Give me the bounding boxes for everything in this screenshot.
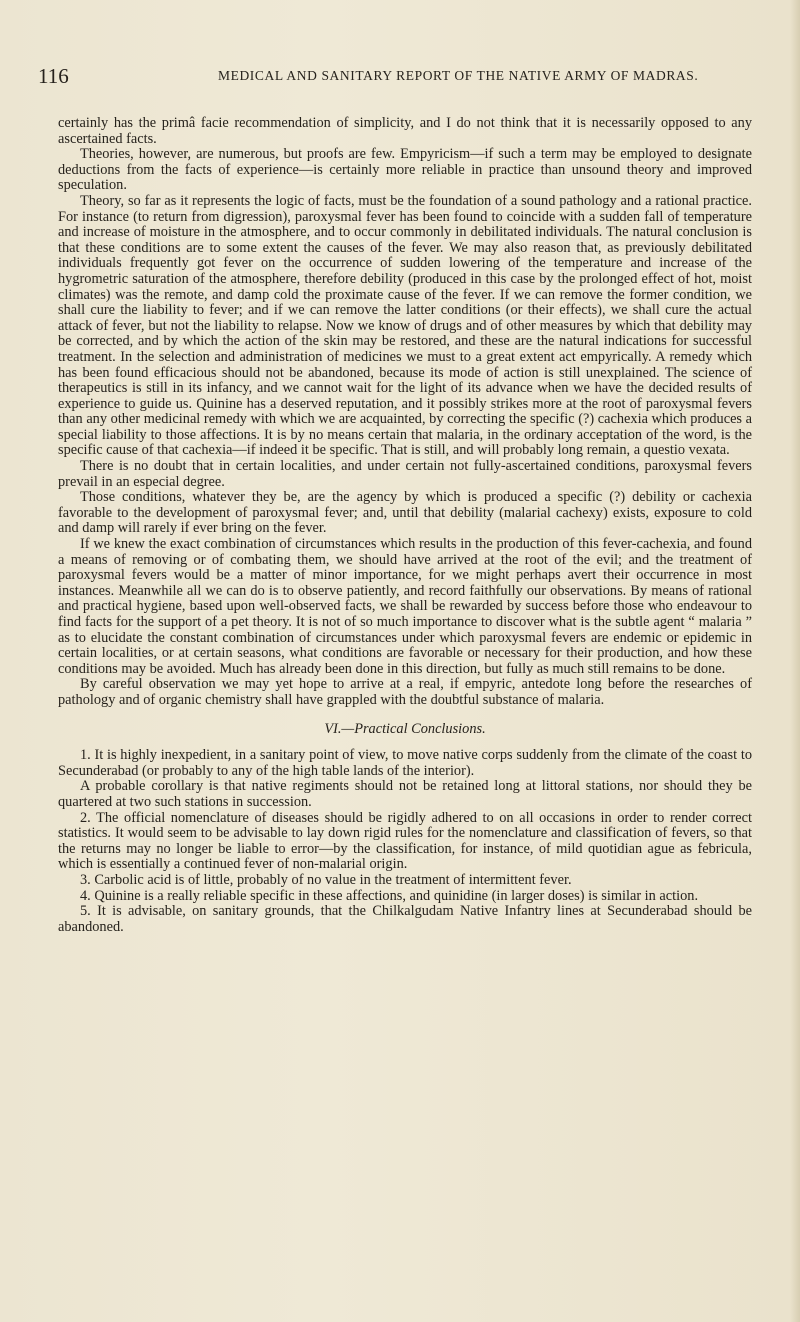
body-text	[58, 116, 752, 935]
page-edge-shadow	[790, 0, 800, 1322]
paragraph: Those conditions, whatever they be, are the agency by which is produced a specific (?) debility or cachexia favorable to the development of paroxysmal fever; and, until that debility (malarial cachexy) exists, exposure to cold and damp will rarely if ever bring on the fever.	[58, 489, 752, 537]
conclusion-item: 3. Carbolic acid is of little, probably of no value in the treatment of intermittent fever.	[80, 871, 572, 888]
paragraph: There is no doubt that in certain localities, and under certain not fully-ascertained conditions, paroxysmal fevers prevail in an especial degree.	[58, 458, 752, 490]
page-number: 116	[38, 64, 69, 88]
paragraph: Theory, so far as it represents the logic of facts, must be the foundation of a sound pathology and a rational practice. For instance (to return from digression), paroxysmal fever has been found to coincide with a sudden fall of temperature and increase of moisture in the atmosphere, and to occur commonly in debilitated individuals. The natural conclusion is that these conditions are to some extent the causes of the fever. We may also reason that, as previously debilitated individuals frequently got fever on the occurrence of sudden lowering of the temperature and increase of the hygrometric saturation of the atmosphere, therefore debility (produced in this case by the prolonged effect of hot, moist climates) was the remote, and damp cold the proximate cause of the fever. If we can remove the former condition, we shall cure the liability to fever; and if we can remove the latter conditions (or their effects), we shall cure the actual attack of fever, but not the liability to relapse. Now we know of drugs and of other measures by which that debility may be corrected, and by which the action of the skin may be restored, and these are the natural indications for successful treatment. In the selection and administration of medicines we must to a great extent act empyrically. A remedy which has been found efficacious should not be abandoned, because its mode of action is still unexplained. The science of therapeutics is still in its infancy, and we cannot wait for the light of its advance when we have the decided results of experience to guide us. Quinine has a deserved reputation, and it possibly strikes more at the root of paroxysmal fevers than any other medicinal remedy with which we are acquainted, by correcting the specific (?) cachexia which produces a special liability to those affections. It is by no means certain that malaria, in the ordinary acceptation of the word, is the specific cause of that cachexia—if indeed it be specific. That is still, and will probably long remain, a questio vexata.	[58, 192, 752, 459]
paragraph: If we knew the exact combination of circumstances which results in the production of this fever-cachexia, and found a means of removing or of combating them, we should have arrived at the root of the evil; and the treatment of paroxysmal fevers would be a matter of minor importance, for we might perhaps avert their occurrence in most instances. Meanwhile all we can do is to observe patiently, and record faithfully our observations. By means of rational and practical hygiene, based upon well-observed facts, we shall be rewarded by success before those who endeavour to find facts for the support of a pet theory. It is not of so much importance to discover what is the subtle agent “ malaria ” as to elucidate the constant combination of circumstances under which paroxysmal fevers are endemic or epidemic in certain localities, or at certain seasons, what conditions are favorable or necessary for their production, and how these conditions may be avoided. Much has already been done in this direction, but fully as much still remains to be done.	[58, 536, 752, 677]
page-header	[38, 64, 758, 88]
conclusion-item: A probable corollary is that native regiments should not be retained long at littoral stations, nor should they be quartered at two such stations in succession.	[58, 778, 752, 810]
running-head: MEDICAL AND SANITARY REPORT OF THE NATIVE ARMY OF MADRAS.	[218, 68, 699, 83]
section-heading: VI.—Practical Conclusions.	[324, 720, 486, 737]
paragraph: Theories, however, are numerous, but proofs are few. Empyricism—if such a term may be employed to designate deductions from the facts of experience—is certainly more reliable in practice than unsound theory and improved speculation.	[58, 146, 752, 194]
paragraph: By careful observation we may yet hope to arrive at a real, if empyric, antedote long before the researches of pathology and of organic chemistry shall have grappled with the doubtful substance of malaria.	[58, 676, 752, 708]
paragraph: certainly has the primâ facie recommendation of simplicity, and I do not think that it is necessarily opposed to any ascertained facts.	[58, 115, 752, 147]
conclusion-item: 2. The official nomenclature of diseases should be rigidly adhered to on all occasions in order to render correct statistics. It would seem to be advisable to lay down rigid rules for the nomenclature and classification of fevers, so that the returns may no longer be liable to error—by the classification, for instance, of mild quotidian ague as febricula, which is essentially a continued fever of non-malarial origin.	[58, 809, 752, 873]
conclusion-item: 5. It is advisable, on sanitary grounds, that the Chilkalgudam Native Infantry lines at Secunderabad should be abandoned.	[58, 903, 752, 935]
conclusion-item: 4. Quinine is a really reliable specific in these affections, and quinidine (in larger doses) is similar in action.	[80, 887, 699, 904]
conclusion-item: 1. It is highly inexpedient, in a sanitary point of view, to move native corps suddenly from the climate of the coast to Secunderabad (or probably to any of the high table lands of the interior).	[58, 747, 752, 779]
